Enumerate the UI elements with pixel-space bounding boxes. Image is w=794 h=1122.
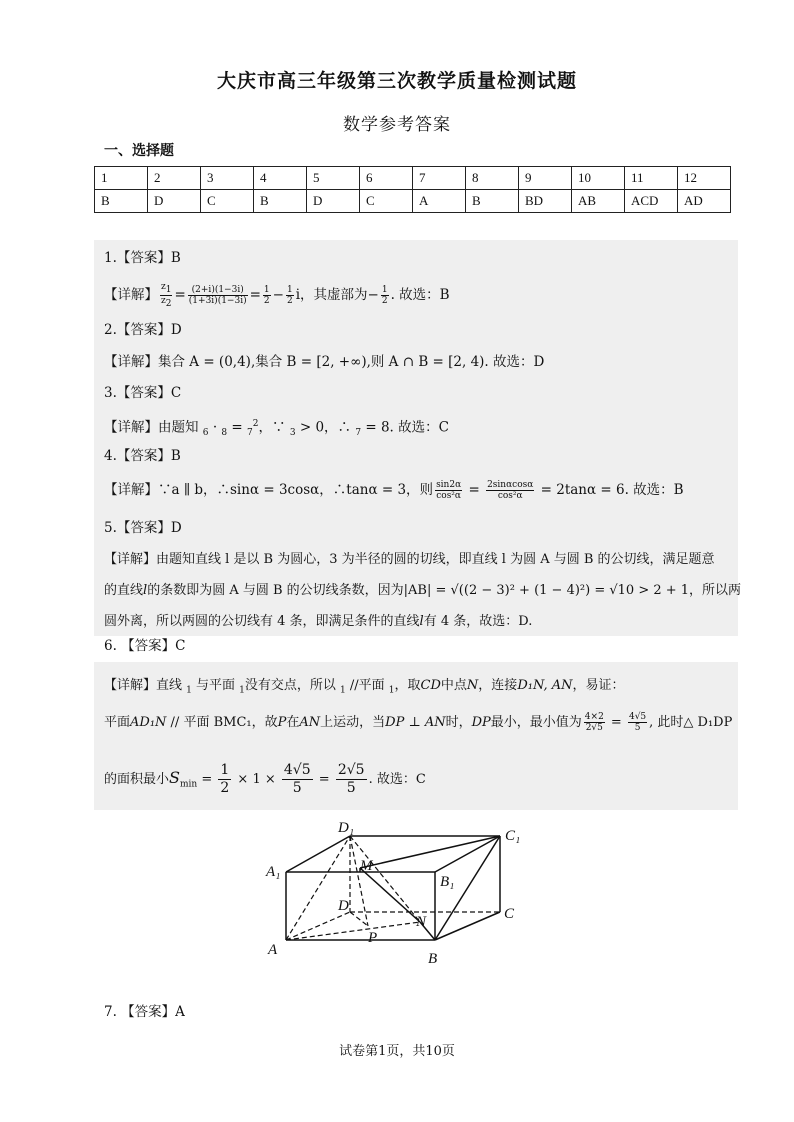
label-c: C [504,906,515,922]
fraction: $\frac{z1}{z2}$ [161,282,172,309]
answer-table [94,166,731,213]
fraction: $\frac{1}{2}$ [381,284,388,306]
segment-d1n-hidden [350,836,420,922]
segment-ad1-hidden [286,836,350,940]
q6-detail-line3: 的面积最小$S_{min}$ = $\frac{1}{2}$ × 1 × $\frac{4√5}{5}$ = $\frac{2√5}{5}$ . 故选：C [104,762,426,796]
segment-an-hidden [286,922,420,940]
fraction: $\frac{1}{2}$ [220,762,230,796]
q4-detail: 【详解】∵a ∥ b，∴sinα = 3cosα，∴tanα = 3，则 $\frac{\sin 2\alpha}{\text{cos²α}}$ = $\frac{2\sin\alpha\cos\alpha}{\text{cos²α}}$ = 2tanα = 6. 故选：B [104,480,684,501]
label-m: M [360,858,373,874]
table-cell: 3 [201,167,254,190]
q6-answer: 6. 【答案】C [104,638,186,654]
table-cell: 12 [678,167,731,190]
table-cell: 9 [519,167,572,190]
label-n: N [416,914,427,930]
table-cell: AD [678,190,731,213]
q2-answer: 2.【答案】D [104,322,182,338]
table-cell: 5 [307,167,360,190]
answer-table-answer-row [95,190,731,213]
detail-tag: 【详解】 [104,286,158,303]
table-cell: B [95,190,148,213]
fraction: $\frac{4√5}{5}$ [283,762,311,796]
table-cell: D [307,190,360,213]
table-cell: 4 [254,167,307,190]
table-cell: 2 [148,167,201,190]
edge-b1c1 [435,836,500,872]
label-b1: B₁ [440,874,455,890]
prism-figure [250,818,540,968]
q2-detail: 【详解】集合 A = (0,4),集合 B = [2, +∞),则 A ∩ B = [2, 4). 故选：D [104,354,545,370]
label-c1: C₁ [505,828,521,844]
q5-detail-line2: 的直线l的条数即为圆 A 与圆 B 的公切线条数，因为|AB| = √((2 − 3)² + (1 − 4)²) = √10 > 2 + 1，所以两 [104,583,742,598]
table-cell: C [201,190,254,213]
table-cell: AB [572,190,625,213]
table-cell: 11 [625,167,678,190]
edge-a1d1 [286,836,350,872]
table-cell: D [148,190,201,213]
page-subtitle: 数学参考答案 [343,115,451,135]
fraction: $\frac{1}{2}$ [286,284,293,306]
fraction: $\frac{1}{2}$ [263,284,270,306]
q3-answer: 3.【答案】C [104,385,182,401]
table-cell: BD [519,190,572,213]
table-cell: 10 [572,167,625,190]
table-cell: B [254,190,307,213]
table-cell: 1 [95,167,148,190]
table-cell: 7 [413,167,466,190]
label-d1: D₁ [338,820,355,836]
q5-detail-line1: 【详解】由题知直线 l 是以 B 为圆心，3 为半径的圆的切线，即直线 l 为圆 A 与圆 B 的公切线，满足题意 [104,552,715,567]
fraction: $\frac{\sin 2\alpha}{\text{cos²α}}$ [436,480,462,501]
q6-detail-line1: 【详解】直线 $_1$ 与平面 $_1$没有交点，所以 $_1$ //平面 $_1$，取CD中点N，连接D₁N, AN，易证： [104,678,625,696]
page-footer: 试卷第1页，共10页 [339,1044,455,1059]
segment-mn [360,868,420,922]
q1-answer: 1.【答案】B [104,250,181,266]
q3-detail: 【详解】由题知 $_6$ · $_8$ = $_7^2$，∵ $_3$ > 0，∴ $_7$ = 8. 故选：C [104,419,449,439]
fraction: $\frac{4\times 2}{2√5}$ [584,712,604,733]
fraction: $\frac{2√5}{5}$ [337,762,365,796]
label-a: A [268,942,278,958]
table-cell: A [413,190,466,213]
table-cell: B [466,190,519,213]
label-a1: A₁ [266,864,281,880]
q5-answer: 5.【答案】D [104,520,182,536]
fraction: $\frac{4√5}{5}$ [628,712,647,733]
fraction: $\frac{2\sin\alpha\cos\alpha}{\text{cos²α}}$ [487,480,534,501]
q1-detail: 【详解】 $\frac{z1}{z2}$ = $\frac{(2+i)(1-3i)}{(1+3i)(1-3i)}$ = $\frac{1}{2}$ − $\frac{1}{2}$ i，其虚部为− $\frac{1}{2}$ . 故选：B [104,282,450,309]
table-cell: C [360,190,413,213]
q7-answer: 7. 【答案】A [104,1004,185,1020]
page-title: 大庆市高三年级第三次教学质量检测试题 [216,70,577,92]
table-cell: 8 [466,167,519,190]
segment-mc1 [360,836,500,868]
segment-dp-hidden [350,912,368,926]
answer-table-number-row [95,167,731,190]
label-d: D [338,898,349,914]
q4-answer: 4.【答案】B [104,448,181,464]
table-cell: ACD [625,190,678,213]
edge-bc [435,912,500,940]
fraction: $\frac{(2+i)(1-3i)}{(1+3i)(1-3i)}$ [188,284,247,306]
label-p: P [368,930,378,946]
table-cell: 6 [360,167,413,190]
q6-detail-line2: 平面AD₁N // 平面 BMC₁，故P在AN上运动，当DP ⊥ AN时，DP最小，最小值为 $\frac{4\times 2}{2√5}$ = $\frac{4√5}{5}$ , 此时△ D₁DP [104,712,733,733]
label-b: B [428,951,438,967]
section-heading: 一、选择题 [104,143,174,159]
q5-detail-line3: 圆外离，所以两圆的公切线有 4 条，即满足条件的直线l有 4 条，故选：D. [104,614,533,629]
